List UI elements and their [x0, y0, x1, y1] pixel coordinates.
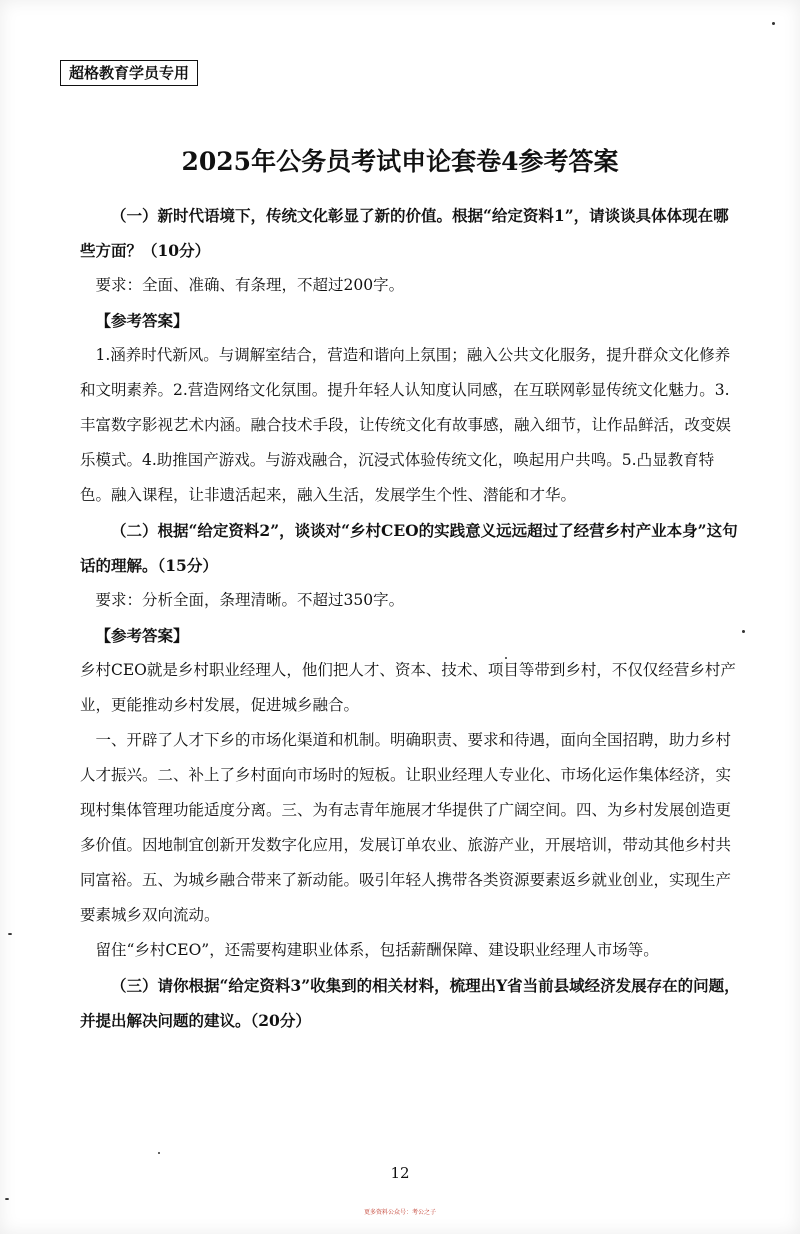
question-2-answer-points: 一、开辟了人才下乡的市场化渠道和机制。明确职责、要求和待遇，面向全国招聘，助力乡村人才振兴。二、补上了乡村面向市场时的短板。让职业经理人专业化、市场化运作集体经济，实现村集体管理功能适度分离。三、为有志青年施展才华提供了广阔空间。四、为乡村发展创造更多价值。因地制宜创新开发数字化应用，发展订单农业、旅游产业，开展培训，带动其他乡村共同富裕。五、为城乡融合带来了新动能。吸引年轻人携带各类资源要素返乡就业创业，实现生产要素城乡双向流动。: [80, 731, 732, 924]
scan-speck: [742, 630, 745, 633]
question-3-prompt: （三）请你根据“给定资料3”收集到的相关材料，梳理出Y省当前县域经济发展存在的问题，并提出解决问题的建议。（20分）: [80, 976, 740, 1030]
question-1-requirement: 要求：全面、准确、有条理，不超过200字。: [95, 276, 405, 294]
page-number: 12: [390, 1164, 410, 1182]
question-2-requirement: 要求：分析全面，条理清晰。不超过350字。: [95, 591, 405, 609]
question-2-answer-closing: 留住“乡村CEO”，还需要构建职业体系，包括薪酬保障、建设职业经理人市场等。: [95, 941, 659, 959]
scan-speck: [505, 657, 507, 659]
scan-speck: [158, 1152, 160, 1154]
page-title: 2025年公务员考试申论套卷4参考答案: [181, 147, 619, 176]
scan-speck: [5, 1198, 9, 1200]
footer-watermark-note: 更多资料公众号：考公之子: [363, 1209, 436, 1216]
question-1-answer-paragraph: 1.涵养时代新风。与调解室结合，营造和谐向上氛围；融入公共文化服务，提升群众文化修养和文明素养。2.营造网络文化氛围。提升年轻人认知度认同感，在互联网彰显传统文化魅力。3.丰富数字影视艺术内涵。融合技术手段，让传统文化有故事感，融入细节，让作品鲜活，改变娱乐模式。4.助推国产游戏。与游戏融合，沉浸式体验传统文化，唤起用户共鸣。5.凸显教育特色。融入课程，让非遗活起来，融入生活，发展学生个性、潜能和才华。: [80, 346, 732, 504]
exclusive-use-stamp: 超格教育学员专用: [60, 60, 198, 86]
scan-speck: [772, 22, 775, 25]
question-2-answer-heading: 【参考答案】: [95, 626, 189, 645]
scan-speck: [8, 933, 12, 935]
question-2-prompt: （二）根据“给定资料2”，谈谈对“乡村CEO的实践意义远远超过了经营乡村产业本身”这句话的理解。（15分）: [80, 521, 738, 575]
question-2-answer-intro: 乡村CEO就是乡村职业经理人，他们把人才、资本、技术、项目等带到乡村，不仅仅经营乡村产业，更能推动乡村发展，促进城乡融合。: [80, 661, 736, 714]
question-1-answer-heading: 【参考答案】: [95, 311, 189, 330]
question-1-prompt: （一）新时代语境下，传统文化彰显了新的价值。根据“给定资料1”，请谈谈具体体现在哪些方面？（10分）: [80, 206, 729, 260]
answer-document-body: [80, 198, 740, 1038]
